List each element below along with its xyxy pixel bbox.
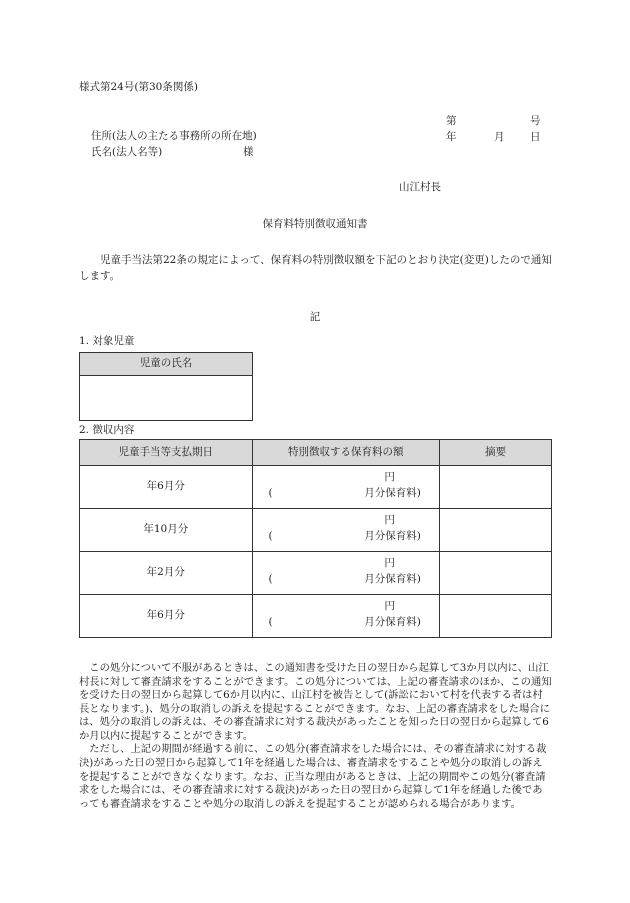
number-go: 号 — [530, 115, 541, 127]
notice-paragraph: この処分について不服があるときは、この通知書を受けた日の翌日から起算して3か月以内に、山江村長に対して審査請求をすることができます。この処分については、上記の審査請求のほか、この通知を受けた日の翌日から起算して6か月以内に、山江村を被告として(訴訟において村を代表する者は村長となります。)、処分の取消しの訴えを提起することができます。なお、上記の審査請求をした場合には、処分の取消しの訴えは、その審査請求に対する裁決があったことを知った日の翌日から起算して6か月以内に提起することができます。 — [79, 662, 552, 742]
row-remarks[interactable] — [439, 466, 551, 509]
address-label: 住所(法人の主たる事務所の所在地) — [91, 130, 257, 142]
yen-label: 円 — [384, 514, 395, 526]
yen-label: 円 — [384, 557, 395, 569]
child-name-cell[interactable] — [80, 376, 253, 421]
number-dai: 第 — [446, 115, 457, 127]
month-fee-label: 月分保育料) — [364, 616, 421, 628]
header-payment-date: 児童手当等支払期日 — [80, 440, 253, 466]
row-remarks[interactable] — [439, 552, 551, 595]
row-date: 年6月分 — [80, 595, 253, 638]
open-paren: ( — [268, 573, 273, 585]
row-amount[interactable] — [252, 552, 439, 595]
month-fee-label: 月分保育料) — [364, 487, 421, 499]
number-date-block — [446, 114, 546, 146]
month-fee-label: 月分保育料) — [364, 573, 421, 585]
open-paren: ( — [268, 487, 273, 499]
number-line — [446, 114, 546, 130]
section2-heading: 2. 徴収内容 — [79, 424, 135, 436]
document-title: 保育料特別徴収通知書 — [262, 218, 368, 230]
open-paren: ( — [268, 616, 273, 628]
row-date: 年6月分 — [80, 466, 253, 509]
row-remarks[interactable] — [439, 595, 551, 638]
table-row — [80, 595, 552, 638]
row-amount[interactable] — [252, 595, 439, 638]
body-paragraph: 児童手当法第22条の規定によって、保育料の特別徴収額を下記のとおり決定(変更)したので通知します。 — [79, 254, 552, 283]
row-amount[interactable] — [252, 466, 439, 509]
child-table — [79, 352, 253, 421]
name-line — [91, 145, 254, 160]
row-amount[interactable] — [252, 509, 439, 552]
open-paren: ( — [268, 530, 273, 542]
notice-paragraph: ただし、上記の期間が経過する前に、この処分(審査請求をした場合には、その審査請求に対する裁決)があった日の翌日から起算して1年を経過した場合は、審査請求をすることや処分の取消しの訴えを提起することができなくなります。なお、正当な理由があるときは、上記の期間やこの処分(審査請求をした場合には、その審査請求に対する裁決)があった日の翌日から起算して1年を経過した後であっても審査請求をすることや処分の取消しの訴えを提起することが認められる場合があります。 — [79, 743, 547, 810]
section1-heading: 1. 対象児童 — [79, 335, 135, 347]
month-fee-label: 月分保育料) — [364, 530, 421, 542]
yen-label: 円 — [384, 600, 395, 612]
date-month: 月 — [494, 131, 505, 143]
row-date: 年2月分 — [80, 552, 253, 595]
date-day: 日 — [530, 131, 541, 143]
form-number: 様式第24号(第30条関係) — [79, 81, 198, 93]
ki-heading: 記 — [309, 311, 321, 323]
table-row — [80, 509, 552, 552]
appeal-notice — [79, 662, 552, 811]
row-date: 年10月分 — [80, 509, 253, 552]
date-year: 年 — [446, 131, 457, 143]
table-row — [80, 466, 552, 509]
yen-label: 円 — [384, 471, 395, 483]
honorific: 様 — [243, 146, 254, 158]
date-line — [446, 130, 546, 146]
name-label: 氏名(法人名等) — [91, 146, 163, 158]
table-row — [80, 552, 552, 595]
child-name-header: 児童の氏名 — [80, 353, 253, 376]
levy-table — [79, 439, 552, 638]
issuer: 山江村長 — [399, 181, 441, 193]
header-remarks: 摘要 — [439, 440, 551, 466]
header-amount: 特別徴収する保育料の額 — [252, 440, 439, 466]
row-remarks[interactable] — [439, 509, 551, 552]
